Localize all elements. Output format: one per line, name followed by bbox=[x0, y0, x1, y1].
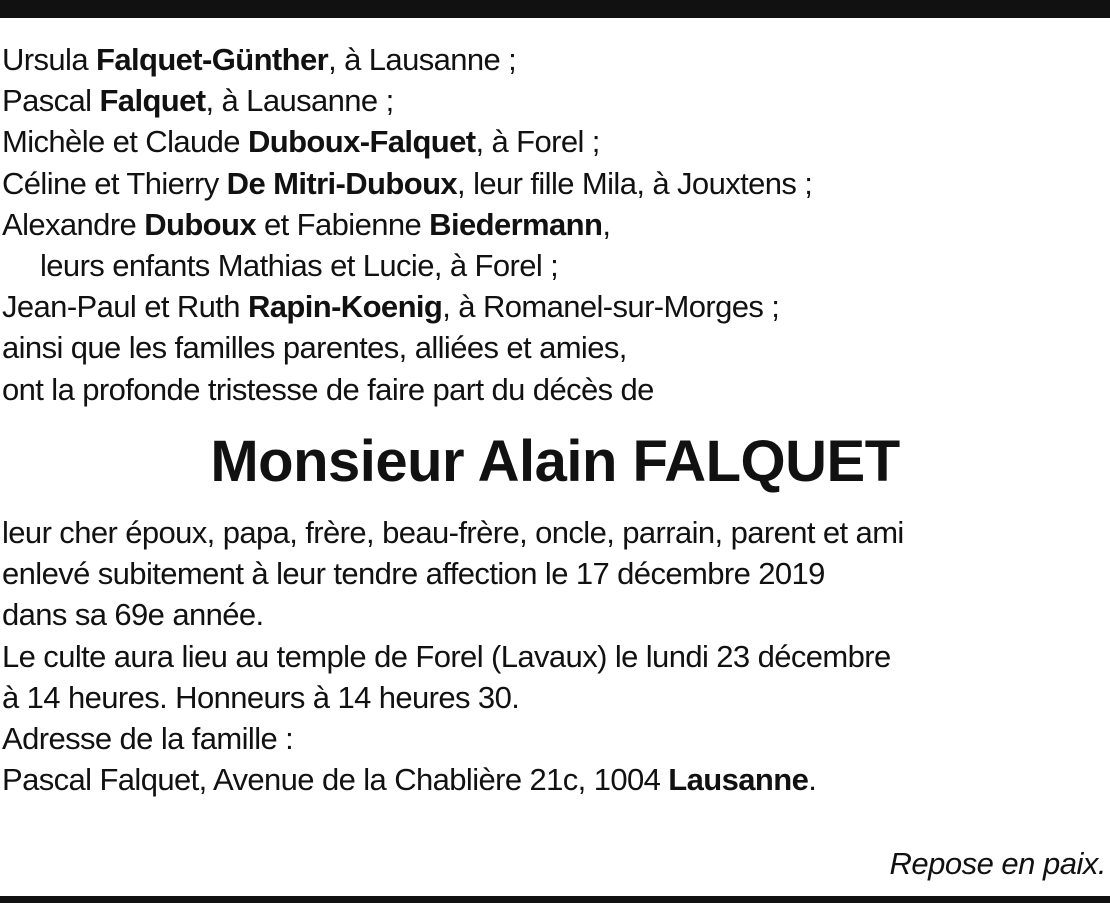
family-line-location: , à Lausanne ; bbox=[328, 42, 517, 77]
family-line-location: , leur fille Mila, à Jouxtens ; bbox=[457, 165, 813, 201]
family-line bbox=[2, 286, 1102, 327]
family-line-surname: De Mitri-Duboux bbox=[226, 165, 458, 201]
family-address bbox=[2, 759, 1102, 800]
body-line: leur cher époux, papa, frère, beau-frère, oncle, parrain, parent et ami bbox=[2, 515, 904, 550]
family-line-given-names: Pascal bbox=[2, 83, 100, 119]
body-line: dans sa 69e année. bbox=[2, 597, 264, 633]
bottom-border-rule bbox=[0, 896, 1110, 903]
body-line: à 14 heures. Honneurs à 14 heures 30. bbox=[2, 679, 520, 715]
body-line: enlevé subitement à leur tendre affection le 17 décembre 2019 bbox=[2, 556, 825, 592]
family-line-continuation: leurs enfants Mathias et Lucie, à Forel ; bbox=[40, 247, 559, 283]
family-line-given-names: Céline et Thierry bbox=[2, 165, 227, 201]
family-line-surname: Duboux-Falquet bbox=[247, 124, 476, 160]
family-line-location: , à Forel ; bbox=[475, 124, 600, 160]
announcement-body bbox=[2, 512, 1102, 800]
body-line: Le culte aura lieu au temple de Forel (Lavaux) le lundi 23 décembre bbox=[2, 638, 891, 674]
body-line: Adresse de la famille : bbox=[2, 720, 294, 756]
family-line-location: , à Lausanne ; bbox=[205, 83, 394, 119]
address-punctuation: . bbox=[808, 762, 817, 798]
address-city: Lausanne bbox=[668, 762, 809, 798]
family-line-punctuation: , bbox=[602, 206, 611, 242]
family-line-surname: Rapin-Koenig bbox=[247, 289, 443, 325]
closing-phrase: Repose en paix. bbox=[889, 846, 1106, 881]
announcement-intro: ont la profonde tristesse de faire part du décès de bbox=[2, 371, 654, 407]
family-line bbox=[2, 163, 1102, 204]
family-line-given-names: Jean-Paul et Ruth bbox=[2, 289, 248, 325]
top-border-rule bbox=[0, 0, 1110, 18]
family-line-location: , à Romanel-sur-Morges ; bbox=[442, 289, 780, 325]
family-list bbox=[2, 39, 1102, 410]
family-line bbox=[2, 121, 1102, 162]
family-line bbox=[2, 80, 1102, 121]
family-line-given-names-2: et Fabienne bbox=[256, 206, 430, 242]
family-line-surname: Falquet bbox=[99, 83, 206, 119]
family-line-given-names: Ursula bbox=[2, 42, 96, 77]
address-street: Pascal Falquet, Avenue de la Chablière 21c, 1004 bbox=[2, 762, 669, 798]
family-line-surname: Duboux bbox=[144, 206, 256, 242]
family-line-given-names: Alexandre bbox=[2, 206, 145, 242]
family-line-relatives: ainsi que les familles parentes, alliées et amies, bbox=[2, 330, 627, 366]
family-line bbox=[2, 204, 1102, 245]
deceased-name: Monsieur Alain FALQUET bbox=[210, 429, 900, 494]
family-line bbox=[2, 39, 1102, 80]
family-line-given-names: Michèle et Claude bbox=[2, 124, 248, 160]
family-line-surname: Falquet-Günther bbox=[96, 42, 329, 77]
family-line-surname-2: Biedermann bbox=[429, 206, 603, 242]
